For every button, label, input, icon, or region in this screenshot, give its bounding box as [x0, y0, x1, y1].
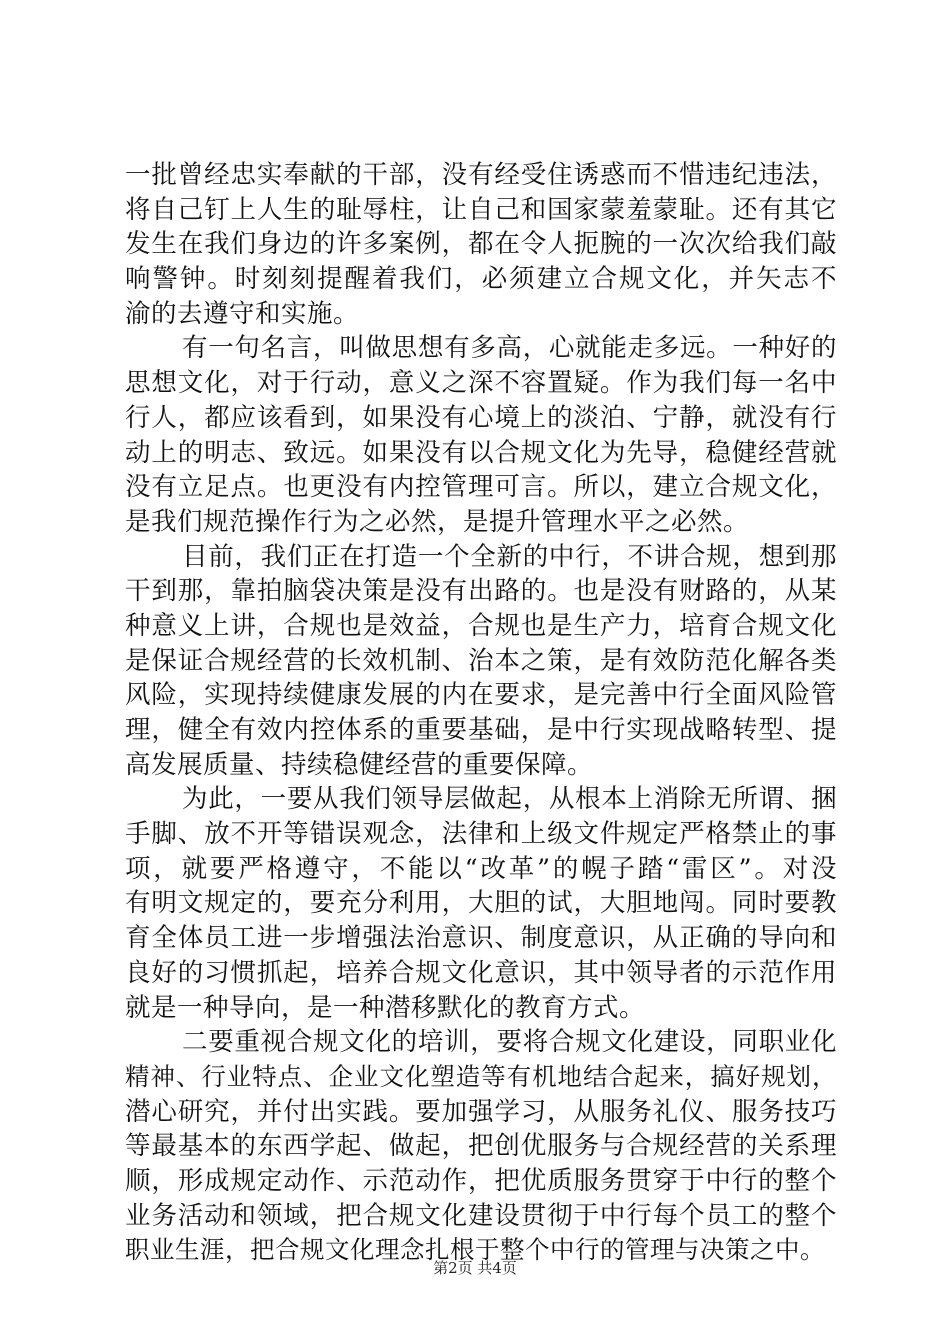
paragraph-1	[125, 158, 837, 331]
text-line: 响警钟。时刻刻提醒着我们，必须建立合规文化，并矢志不	[125, 264, 837, 295]
text-line: 动上的明志、致远。如果没有以合规文化为先导，稳健经营就	[125, 437, 837, 468]
text-line: 是保证合规经营的长效机制、治本之策，是有效防范化解各类	[125, 645, 837, 676]
paragraph-5	[125, 1025, 837, 1268]
text-line: 良好的习惯抓起，培养合规文化意识，其中领导者的示范作用	[125, 957, 837, 988]
text-line: 等最基本的东西学起、做起，把创优服务与合规经营的关系理	[125, 1131, 837, 1162]
text-line: 二要重视合规文化的培训，要将合规文化建设，同职业化	[182, 1027, 837, 1058]
text-line: 精神、行业特点、企业文化塑造等有机地结合起来，搞好规划，	[125, 1061, 837, 1091]
document-body	[125, 158, 837, 1268]
text-line: 将自己钉上人生的耻辱柱，让自己和国家蒙羞蒙耻。还有其它	[125, 194, 837, 225]
text-line: 为此，一要从我们领导层做起，从根本上消除无所谓、捆	[182, 784, 837, 815]
page-number: 第2页 共4页	[433, 1259, 517, 1277]
text-line: 干到那，靠拍脑袋决策是没有出路的。也是没有财路的，从某	[125, 576, 837, 607]
text-line: 发生在我们身边的许多案例，都在令人扼腕的一次次给我们敲	[125, 229, 837, 260]
text-line: 手脚、放不开等错误观念，法律和上级文件规定严格禁止的事	[125, 819, 837, 850]
text-line: 职业生涯，把合规文化理念扎根于整个中行的管理与决策之中。	[125, 1235, 825, 1265]
text-line: 思想文化，对于行动，意义之深不容置疑。作为我们每一名中	[125, 368, 837, 399]
text-line: 项，就要严格遵守，不能以“改革”的幌子踏“雷区”。对没	[125, 853, 837, 884]
text-line: 没有立足点。也更没有内控管理可言。所以，建立合规文化，	[125, 472, 837, 503]
text-line: 种意义上讲，合规也是效益，合规也是生产力，培育合规文化	[125, 610, 837, 641]
text-line: 渝的去遵守和实施。	[125, 298, 360, 329]
text-line: 目前，我们正在打造一个全新的中行，不讲合规，想到那	[182, 541, 837, 572]
text-line: 就是一种导向，是一种潜移默化的教育方式。	[125, 992, 646, 1023]
text-line: 有明文规定的，要充分利用，大胆的试，大胆地闯。同时要教	[125, 888, 837, 919]
paragraph-4	[125, 782, 837, 1025]
text-line: 行人，都应该看到，如果没有心境上的淡泊、宁静，就没有行	[125, 402, 837, 433]
text-line: 风险，实现持续健康发展的内在要求，是完善中行全面风险管	[125, 680, 837, 711]
paragraph-2	[125, 331, 837, 539]
text-line: 一批曾经忠实奉献的干部，没有经受住诱惑而不惜违纪违法，	[125, 160, 837, 190]
text-line: 有一句名言，叫做思想有多高，心就能走多远。一种好的	[182, 333, 837, 364]
text-line: 潜心研究，并付出实践。要加强学习，从服务礼仪、服务技巧	[125, 1096, 837, 1127]
text-line: 是我们规范操作行为之必然，是提升管理水平之必然。	[125, 506, 750, 537]
paragraph-3	[125, 540, 837, 783]
text-line: 高发展质量、持续稳健经营的重要保障。	[125, 749, 594, 780]
text-line: 理，健全有效内控体系的重要基础，是中行实现战略转型、提	[125, 715, 837, 745]
text-line: 业务活动和领域，把合规文化建设贯彻于中行每个员工的整个	[125, 1200, 837, 1231]
text-line: 育全体员工进一步增强法治意识、制度意识，从正确的导向和	[125, 923, 837, 954]
text-line: 顺，形成规定动作、示范动作，把优质服务贯穿于中行的整个	[125, 1165, 837, 1196]
